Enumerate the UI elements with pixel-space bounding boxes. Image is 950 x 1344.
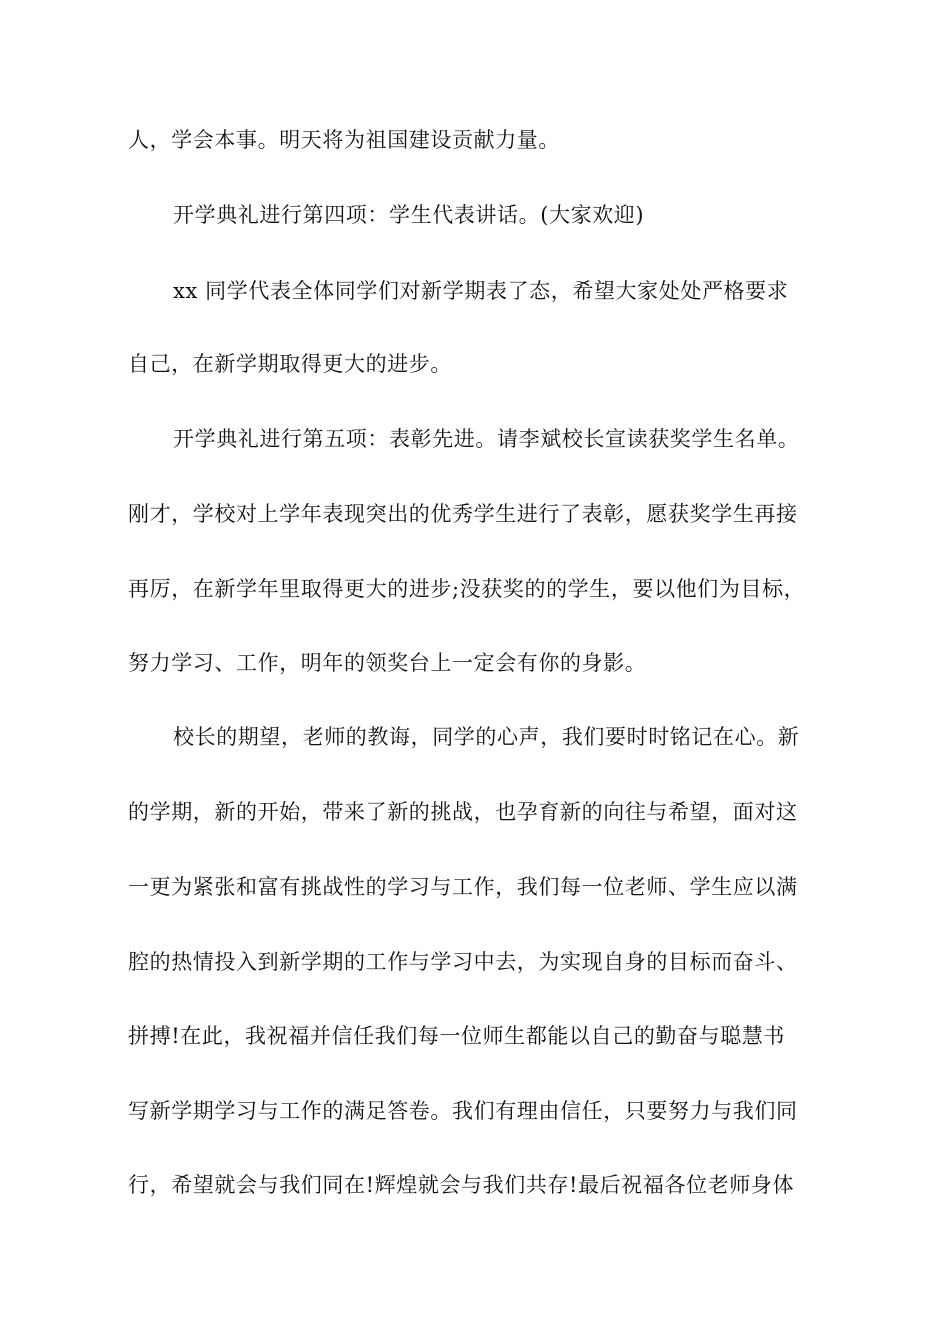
- text-line-3: xx 同学代表全体同学们对新学期表了态，希望大家处处严格要求: [173, 279, 789, 303]
- text-line-13: 拼搏!在此，我祝福并信任我们每一位师生都能以自己的勤奋与聪慧书: [128, 1024, 786, 1048]
- text-line-12: 腔的热情投入到新学期的工作与学习中去，为实现自身的目标而奋斗、: [128, 950, 798, 974]
- text-line-4: 自己，在新学期取得更大的进步。: [128, 352, 452, 376]
- text-line-15: 行，希望就会与我们同在!辉煌就会与我们共存!最后祝福各位老师身体: [128, 1173, 795, 1197]
- text-line-7: 再厉，在新学年里取得更大的进步;没获奖的的学生，要以他们为目标，: [128, 577, 806, 601]
- text-line-10: 的学期，新的开始，带来了新的挑战，也孕育新的向往与希望，面对这: [128, 800, 798, 824]
- text-line-11: 一更为紧张和富有挑战性的学习与工作，我们每一位老师、学生应以满: [128, 875, 798, 899]
- text-line-1: 人，学会本事。明天将为祖国建设贡献力量。: [128, 128, 560, 152]
- text-line-6: 刚才，学校对上学年表现突出的优秀学生进行了表彰，愿获奖学生再接: [128, 502, 798, 526]
- text-line-8: 努力学习、工作，明年的领奖台上一定会有你的身影。: [128, 651, 647, 675]
- text-line-5: 开学典礼进行第五项：表彰先进。请李斌校长宣读获奖学生名单。: [173, 427, 800, 451]
- text-line-2: 开学典礼进行第四项：学生代表讲话。(大家欢迎): [173, 203, 645, 227]
- text-line-14: 写新学期学习与工作的满足答卷。我们有理由信任，只要努力与我们同: [128, 1099, 798, 1123]
- text-line-9: 校长的期望，老师的教诲，同学的心声，我们要时时铭记在心。新: [173, 725, 800, 749]
